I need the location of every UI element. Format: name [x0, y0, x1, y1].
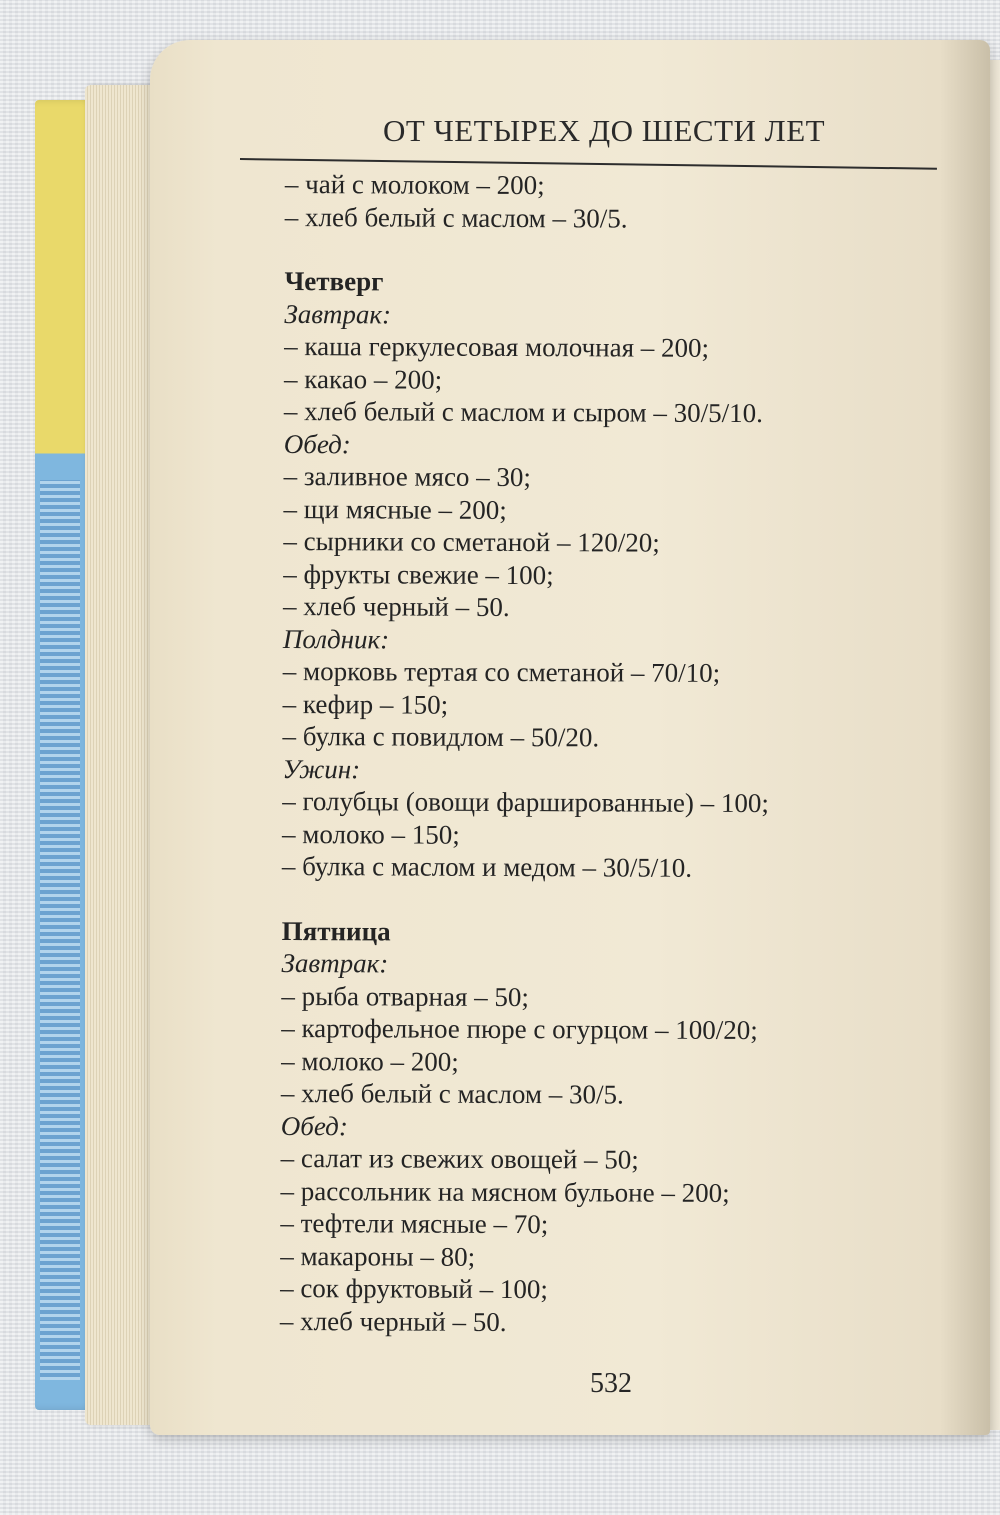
menu-item: – морковь тертая со сметаной – 70/10; — [282, 655, 721, 688]
menu-item: – хлеб белый с маслом и сыром – 30/5/10. — [283, 395, 763, 429]
page-text — [280, 168, 925, 1340]
intro-items — [285, 168, 925, 236]
menu-item: – какао – 200; — [284, 363, 443, 395]
page-number: 532 — [590, 1368, 632, 1399]
meal-heading: Ужин: — [282, 753, 361, 784]
menu-item: – каша геркулесовая молочная – 200; — [284, 330, 710, 363]
menu-item: – фрукты свежие – 100; — [283, 558, 554, 590]
meal-heading: Завтрак: — [281, 947, 389, 979]
day-section — [280, 914, 922, 1339]
menu-item: – щи мясные – 200; — [283, 493, 507, 525]
menu-item: – булка с маслом и медом – 30/5/10. — [281, 850, 693, 883]
menu-item: – кефир – 150; — [282, 688, 449, 720]
menu-item: – рыба отварная – 50; — [281, 980, 529, 1012]
menu-item: – макароны – 80; — [280, 1240, 476, 1272]
day-heading: Пятница — [281, 915, 391, 946]
menu-item: – молоко – 200; — [281, 1045, 459, 1077]
day-heading: Четверг — [284, 265, 384, 297]
menu-item: – чай с молоком – 200; — [284, 168, 545, 201]
menu-item: – тефтели мясные – 70; — [280, 1207, 549, 1240]
day-section — [282, 265, 925, 885]
spine-pattern — [40, 480, 80, 1380]
running-head: ОТ ЧЕТЫРЕХ ДО ШЕСТИ ЛЕТ — [383, 113, 826, 148]
menu-item: – сок фруктовый – 100; — [280, 1272, 548, 1305]
menu-item: – хлеб белый с маслом – 30/5. — [280, 1077, 624, 1110]
menu-item: – булка с повидлом – 50/20. — [282, 720, 600, 753]
menu-item: – голубцы (овощи фаршированные) – 100; — [282, 785, 769, 819]
menu-item: – сырники со сметаной – 120/20; — [283, 525, 660, 558]
meal-heading: Завтрак: — [284, 298, 392, 329]
menu-item: – картофельное пюре с огурцом – 100/20; — [281, 1012, 758, 1046]
menu-item: – хлеб черный – 50. — [279, 1305, 507, 1337]
menu-item: – хлеб белый с маслом – 30/5. — [284, 201, 628, 233]
menu-item: – хлеб черный – 50. — [283, 590, 510, 622]
meal-heading: Обед: — [280, 1110, 348, 1141]
menu-item: – рассольник на мясном бульоне – 200; — [280, 1175, 730, 1208]
menu-item: – молоко – 150; — [282, 818, 460, 850]
menu-item: – заливное мясо – 30; — [283, 460, 532, 493]
menu-item: – салат из свежих овощей – 50; — [280, 1142, 639, 1175]
meal-heading: Полдник: — [282, 623, 390, 654]
meal-heading: Обед: — [283, 428, 351, 459]
